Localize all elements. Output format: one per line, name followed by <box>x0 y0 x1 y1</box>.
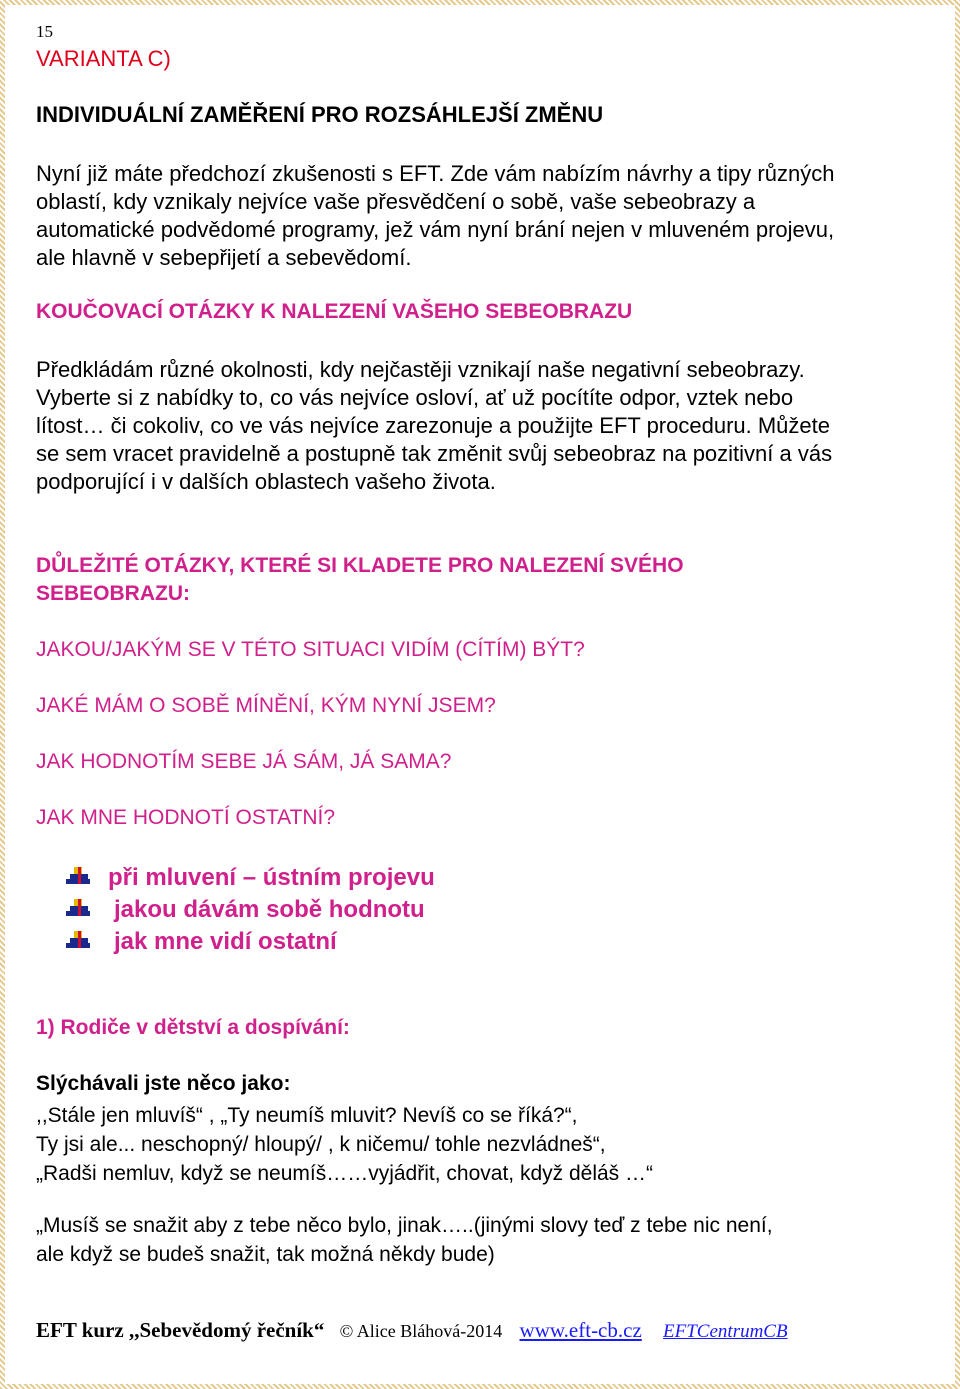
quote-line: Ty jsi ale... neschopný/ hloupý/ , k ničemu/ tohle nezvládneš“, <box>36 1133 606 1156</box>
question-3: JAK HODNOTÍM SEBE JÁ SÁM, JÁ SAMA? <box>36 750 452 773</box>
section-1-heading: 1) Rodiče v dětství a dospívání: <box>36 1016 350 1039</box>
page-number: 15 <box>36 22 53 41</box>
question-2: JAKÉ MÁM O SOBĚ MÍNĚNÍ, KÝM NYNÍ JSEM? <box>36 694 496 717</box>
coaching-line: Předkládám různé okolnosti, kdy nejčastěji vznikají naše negativní sebeobrazy. <box>36 357 805 382</box>
bullet-text: jak mne vidí ostatní <box>114 928 337 955</box>
footer <box>36 1318 788 1343</box>
bullet-icon <box>66 931 92 953</box>
footer-brand-link[interactable]: EFTCentrumCB <box>663 1321 788 1342</box>
quote-line: „Radši nemluv, když se neumíš……vyjádřit, chovat, když děláš …“ <box>36 1162 653 1185</box>
bullet-item <box>66 896 425 924</box>
coaching-paragraph <box>36 356 936 496</box>
intro-line: oblastí, kdy vznikaly nejvíce vaše přesvědčení o sobě, vaše sebeobrazy a <box>36 189 756 214</box>
bullet-item <box>66 864 435 892</box>
question-1: JAKOU/JAKÝM SE V TÉTO SITUACI VIDÍM (CÍTÍM) BÝT? <box>36 638 585 661</box>
question-4: JAK MNE HODNOTÍ OSTATNÍ? <box>36 806 336 829</box>
main-heading: INDIVIDUÁLNÍ ZAMĚŘENÍ PRO ROZSÁHLEJŠÍ ZMĚNU <box>36 102 604 127</box>
quote-line: ale když se budeš snažit, tak možná někdy bude) <box>36 1243 495 1266</box>
bullet-text: při mluvení – ústním projevu <box>108 864 435 891</box>
intro-line: automatické podvědomé programy, jež vám nyní brání nejen v mluveném projevu, <box>36 217 835 242</box>
intro-line: ale hlavně v sebepřijetí a sebevědomí. <box>36 245 412 270</box>
footer-website-link[interactable]: www.eft-cb.cz <box>519 1318 642 1342</box>
quotes-block-2 <box>36 1211 773 1269</box>
quote-line: ,,Stále jen mluvíš“ , „Ty neumíš mluvit? Nevíš co se říká?“, <box>36 1104 578 1127</box>
bullet-icon <box>66 899 92 921</box>
quotes-block <box>36 1101 653 1188</box>
important-heading-line: DŮLEŽITÉ OTÁZKY, KTERÉ SI KLADETE PRO NALEZENÍ SVÉHO <box>36 554 684 577</box>
important-heading-line: SEBEOBRAZU: <box>36 582 191 605</box>
bullet-icon <box>66 867 92 889</box>
coaching-line: Vyberte si z nabídky to, co vás nejvíce osloví, ať už pocítíte odpor, vztek nebo <box>36 385 794 410</box>
quote-line: „Musíš se snažit aby z tebe něco bylo, jinak…..(jinými slovy teď z tebe nic není, <box>36 1214 773 1237</box>
footer-copyright: © Alice Bláhová-2014 <box>339 1321 503 1341</box>
coaching-heading: KOUČOVACÍ OTÁZKY K NALEZENÍ VAŠEHO SEBEOBRAZU <box>36 300 633 323</box>
coaching-line: se sem vracet pravidelně a postupně tak změnit svůj sebeobraz na pozitivní a vás <box>36 441 833 466</box>
heard-heading: Slýchávali jste něco jako: <box>36 1072 291 1095</box>
intro-line: Nyní již máte předchozí zkušenosti s EFT. Zde vám nabízím návrhy a tipy různých <box>36 161 835 186</box>
bullet-text: jakou dávám sobě hodnotu <box>114 896 425 923</box>
bullet-item <box>66 928 337 956</box>
variant-label: VARIANTA C) <box>36 46 171 71</box>
coaching-line: podporující i v dalších oblastech vašeho života. <box>36 469 496 494</box>
footer-course: EFT kurz ,,Sebevědomý řečník“ <box>36 1318 325 1342</box>
coaching-line: lítost… či cokoliv, co ve vás nejvíce zarezonuje a použijte EFT proceduru. Můžete <box>36 413 830 438</box>
intro-paragraph <box>36 160 936 272</box>
important-heading <box>36 552 684 608</box>
